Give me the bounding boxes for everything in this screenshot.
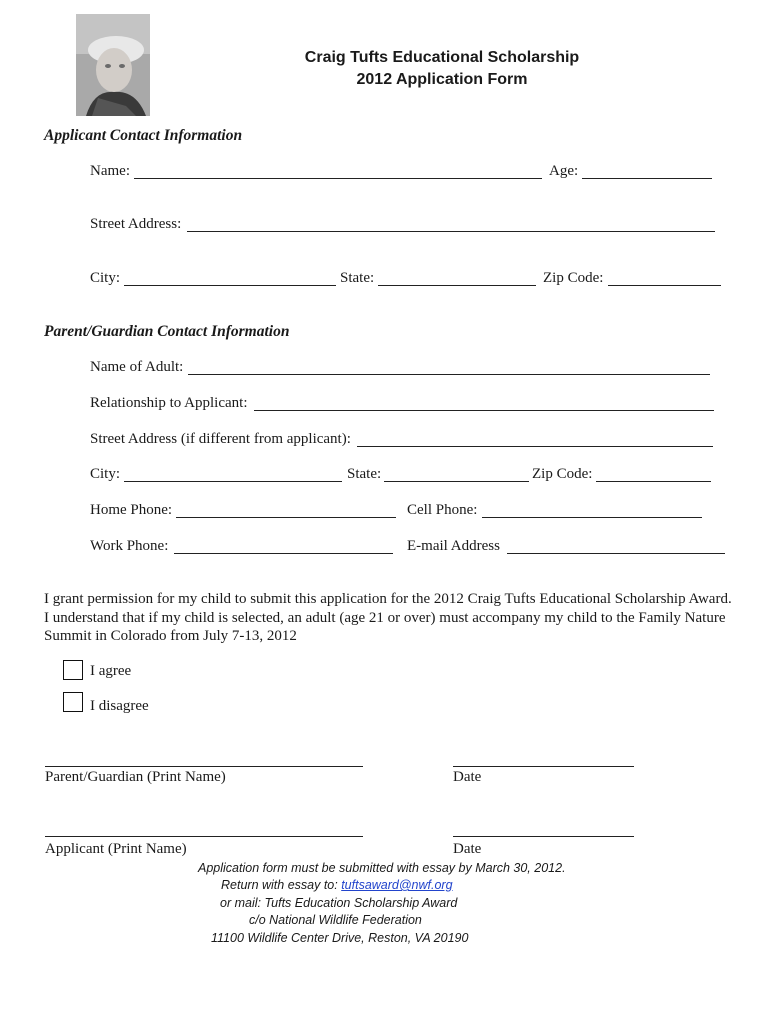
applicant-age-field[interactable] bbox=[582, 178, 712, 179]
permission-statement: I grant permission for my child to submit this application for the 2012 Craig Tufts Educational Scholarship Award. I understand that if my child is selected, an adult (age 21 or over) must accompany my child to the Family Nature Summit in Colorado from July 7-13, 2012 bbox=[44, 591, 732, 644]
adult-name-field[interactable] bbox=[188, 374, 710, 375]
email-label: E-mail Address bbox=[407, 538, 500, 554]
guardian-city-label: City: bbox=[90, 466, 121, 482]
adult-name-label: Name of Adult: bbox=[90, 359, 184, 375]
relationship-field[interactable] bbox=[254, 410, 714, 411]
organization-line: c/o National Wildlife Federation bbox=[249, 913, 422, 927]
portrait-photo-icon bbox=[76, 14, 150, 116]
form-title-line2: 2012 Application Form bbox=[356, 71, 528, 88]
applicant-name-label: Name: bbox=[90, 163, 130, 179]
email-link[interactable]: tuftsaward@nwf.org bbox=[341, 878, 453, 892]
applicant-zip-field[interactable] bbox=[608, 285, 721, 286]
mail-line: or mail: Tufts Education Scholarship Award bbox=[220, 896, 458, 910]
applicant-city-field[interactable] bbox=[124, 285, 336, 286]
disagree-checkbox[interactable] bbox=[63, 692, 83, 712]
guardian-zip-field[interactable] bbox=[596, 481, 711, 482]
portrait-photo bbox=[76, 14, 150, 116]
cell-phone-field[interactable] bbox=[482, 517, 702, 518]
applicant-age-label: Age: bbox=[549, 163, 579, 179]
guardian-section-heading: Parent/Guardian Contact Information bbox=[44, 323, 290, 340]
guardian-print-name-field[interactable] bbox=[45, 766, 363, 767]
applicant-name-field[interactable] bbox=[134, 178, 542, 179]
agree-label: I agree bbox=[90, 663, 132, 679]
applicant-section-heading: Applicant Contact Information bbox=[44, 127, 243, 144]
guardian-state-label: State: bbox=[347, 466, 382, 482]
guardian-street-field[interactable] bbox=[357, 446, 713, 447]
applicant-street-label: Street Address: bbox=[90, 216, 182, 232]
guardian-state-field[interactable] bbox=[384, 481, 529, 482]
applicant-state-label: State: bbox=[340, 270, 375, 286]
form-title-line1: Craig Tufts Educational Scholarship bbox=[304, 49, 580, 66]
guardian-city-field[interactable] bbox=[124, 481, 342, 482]
applicant-city-label: City: bbox=[90, 270, 121, 286]
guardian-date-label: Date bbox=[453, 769, 482, 785]
guardian-zip-label: Zip Code: bbox=[532, 466, 593, 482]
email-field[interactable] bbox=[507, 553, 725, 554]
home-phone-label: Home Phone: bbox=[90, 502, 173, 518]
applicant-print-name-label: Applicant (Print Name) bbox=[45, 841, 187, 857]
disagree-label: I disagree bbox=[90, 698, 149, 714]
return-essay-line bbox=[221, 878, 453, 892]
relationship-label: Relationship to Applicant: bbox=[90, 395, 248, 411]
applicant-zip-label: Zip Code: bbox=[543, 270, 604, 286]
work-phone-field[interactable] bbox=[174, 553, 393, 554]
guardian-street-label: Street Address (if different from applicant): bbox=[90, 431, 351, 447]
agree-checkbox[interactable] bbox=[63, 660, 83, 680]
return-essay-prefix: Return with essay to: bbox=[221, 878, 342, 892]
applicant-date-label: Date bbox=[453, 841, 482, 857]
applicant-street-field[interactable] bbox=[187, 231, 715, 232]
applicant-state-field[interactable] bbox=[378, 285, 536, 286]
guardian-print-name-label: Parent/Guardian (Print Name) bbox=[45, 769, 226, 785]
home-phone-field[interactable] bbox=[176, 517, 396, 518]
submission-deadline: Application form must be submitted with essay by March 30, 2012. bbox=[198, 861, 566, 875]
guardian-date-field[interactable] bbox=[453, 766, 634, 767]
work-phone-label: Work Phone: bbox=[90, 538, 169, 554]
applicant-print-name-field[interactable] bbox=[45, 836, 363, 837]
address-line: 11100 Wildlife Center Drive, Reston, VA 20190 bbox=[211, 931, 469, 945]
cell-phone-label: Cell Phone: bbox=[407, 502, 478, 518]
applicant-date-field[interactable] bbox=[453, 836, 634, 837]
